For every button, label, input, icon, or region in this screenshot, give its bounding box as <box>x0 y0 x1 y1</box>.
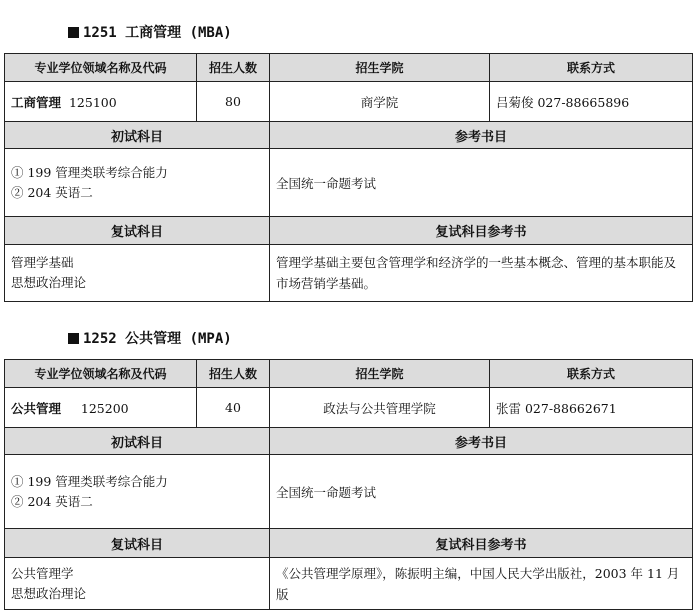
school-cell: 政法与公共管理学院 <box>270 388 490 428</box>
program-name: 工商管理 <box>11 94 62 110</box>
program-heading-text: 1252 公共管理 (MPA) <box>83 331 232 347</box>
header-field: 专业学位领域名称及代码 <box>5 360 197 388</box>
square-bullet-icon <box>68 27 79 38</box>
retest-reference-label: 复试科目参考书 <box>270 217 693 245</box>
header-contact: 联系方式 <box>490 54 693 82</box>
program-heading <box>68 328 232 348</box>
header-enroll: 招生人数 <box>197 360 270 388</box>
program-table <box>4 359 693 610</box>
initial-reference-cell: 全国统一命题考试 <box>270 149 693 217</box>
initial-subjects-cell <box>5 149 270 217</box>
initial-subjects-cell <box>5 455 270 529</box>
retest-subject-1: 管理学基础 <box>11 255 74 270</box>
initial-subject-2: ② 204 英语二 <box>11 493 93 509</box>
field-cell <box>5 82 197 122</box>
program-code: 125100 <box>68 94 117 110</box>
program-heading <box>68 22 232 42</box>
program-heading-text: 1251 工商管理 (MBA) <box>83 25 232 41</box>
initial-subjects-label: 初试科目 <box>5 122 270 149</box>
retest-subject-1: 公共管理学 <box>11 565 74 581</box>
initial-reference-cell: 全国统一命题考试 <box>270 455 693 529</box>
program-code: 125200 <box>80 400 129 416</box>
contact-cell: 张雷 027-88662671 <box>490 388 693 428</box>
enrollment-cell: 80 <box>197 82 270 122</box>
school-cell: 商学院 <box>270 82 490 122</box>
square-bullet-icon <box>68 333 79 344</box>
retest-subjects-cell <box>5 558 270 610</box>
retest-reference-cell: 《公共管理学原理》，陈振明主编，中国人民大学出版社，2003 年 11 月版 <box>270 558 693 610</box>
retest-subjects-label: 复试科目 <box>5 529 270 558</box>
header-field: 专业学位领域名称及代码 <box>5 54 197 82</box>
header-school: 招生学院 <box>270 360 490 388</box>
program-name: 公共管理 <box>11 400 62 416</box>
contact-cell: 吕菊俊 027-88665896 <box>490 82 693 122</box>
retest-reference-label: 复试科目参考书 <box>270 529 693 558</box>
initial-subjects-label: 初试科目 <box>5 428 270 455</box>
header-enroll: 招生人数 <box>197 54 270 82</box>
initial-subject-1: ① 199 管理类联考综合能力 <box>11 473 168 489</box>
reference-books-label: 参考书目 <box>270 428 693 455</box>
retest-subjects-label: 复试科目 <box>5 217 270 245</box>
reference-books-label: 参考书目 <box>270 122 693 149</box>
enrollment-cell: 40 <box>197 388 270 428</box>
retest-subject-2: 思想政治理论 <box>11 275 87 290</box>
program-table <box>4 53 693 302</box>
initial-subject-2: ② 204 英语二 <box>11 184 93 200</box>
retest-subject-2: 思想政治理论 <box>11 585 87 601</box>
field-cell <box>5 388 197 428</box>
initial-subject-1: ① 199 管理类联考综合能力 <box>11 164 168 180</box>
retest-subjects-cell <box>5 245 270 302</box>
retest-reference-cell: 管理学基础主要包含管理学和经济学的一些基本概念、管理的基本职能及市场营销学基础。 <box>270 245 693 302</box>
header-school: 招生学院 <box>270 54 490 82</box>
header-contact: 联系方式 <box>490 360 693 388</box>
